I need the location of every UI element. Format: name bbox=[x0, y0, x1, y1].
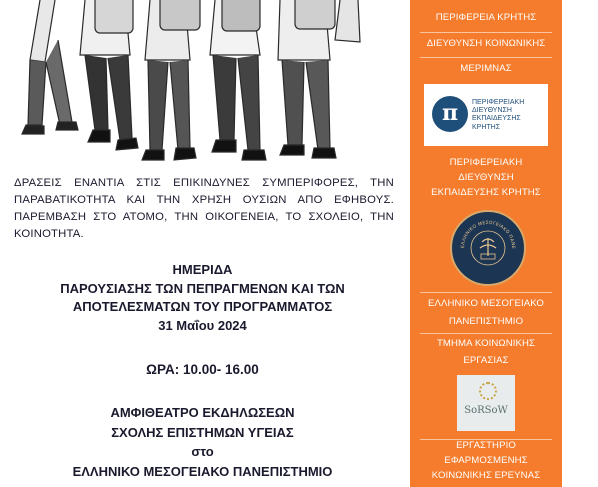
sidebar-university-2: ΠΑΝΕΠΙΣΤΗΜΙΟ bbox=[448, 316, 524, 327]
sidebar-directorate-1: ΔΙΕΥΘΥΝΣΗ ΚΟΙΝΩΝΙΚΗΣ bbox=[426, 38, 546, 49]
event-line-2: ΠΑΡΟΥΣΙΑΣΗΣ ΤΩΝ ΠΕΠΡΑΓΜΕΝΩΝ ΚΑΙ ΤΩΝ bbox=[60, 280, 345, 296]
divider bbox=[420, 57, 552, 58]
education-line-1: ΠΕΡΙΦΕΡΕΙΑΚΗ bbox=[449, 157, 523, 168]
seal-graphic bbox=[452, 212, 524, 284]
venue-line-1: ΑΜΦΙΘΕΑΤΡΟ ΕΚΔΗΛΩΣΕΩΝ bbox=[110, 405, 295, 420]
sidebar-education-text bbox=[410, 155, 562, 200]
sorsow-emblem-icon bbox=[479, 382, 497, 400]
lab-line-2: ΕΦΑΡΜΟΣΜΕΝΗΣ bbox=[444, 455, 528, 466]
event-title: ΗΜΕΡΙΔΑ bbox=[172, 262, 233, 277]
event-heading bbox=[0, 261, 405, 335]
sidebar-lab-text bbox=[410, 438, 562, 483]
venue-line-3: στο bbox=[191, 444, 214, 459]
university-seal-icon bbox=[450, 210, 526, 286]
teenagers-illustration bbox=[0, 0, 405, 168]
logo-line: ΕΚΠΑΙΔΕΥΣΗΣ bbox=[472, 115, 521, 123]
venue-line-4: ΕΛΛΗΝΙΚΟ ΜΕΣΟΓΕΙΑΚΟ ΠΑΝΕΠΙΣΤΗΜΙΟ bbox=[72, 463, 333, 479]
partners-sidebar bbox=[410, 0, 562, 487]
lab-line-3: ΚΟΙΝΩΝΙΚΗΣ ΕΡΕΥΝΑΣ bbox=[431, 470, 541, 481]
divider bbox=[420, 32, 552, 33]
right-margin bbox=[562, 0, 598, 487]
education-line-3: ΕΚΠΑΙΔΕΥΣΗΣ ΚΡΗΤΗΣ bbox=[431, 187, 541, 198]
education-directorate-logo bbox=[424, 84, 548, 146]
lab-line-1: ΕΡΓΑΣΤΗΡΙΟ bbox=[456, 440, 516, 451]
sidebar-directorate-2: ΜΕΡΙΜΝΑΣ bbox=[460, 63, 512, 74]
sidebar-university-1: ΕΛΛΗΝΙΚΟ ΜΕΣΟΓΕΙΑΚΟ bbox=[428, 298, 544, 309]
logo-line: ΚΡΗΤΗΣ bbox=[472, 123, 501, 131]
sidebar-department-2: ΕΡΓΑΣΙΑΣ bbox=[463, 355, 509, 366]
event-venue bbox=[0, 403, 405, 481]
description-text: ΔΡΑΣΕΙΣ ΕΝΑΝΤΙΑ ΣΤΙΣ ΕΠΙΚΙΝΔΥΝΕΣ ΣΥΜΠΕΡΙΦΟΡΕΣ, ΤΗΝ ΠΑΡΑΒΑΤΙΚΟΤΗΤΑ ΚΑΙ ΤΗΝ ΧΡΗΣΗ ΟΥΣΙΩΝ ΑΠΟ ΕΦΗΒΟΥΣ. ΠΑΡΕΜΒΑΣΗ ΣΤΟ ΑΤΟΜΟ, ΤΗΝ ΟΙΚΟΓΕΝΕΙΑ, ΤΟ ΣΧΟΛΕΙΟ, ΤΗΝ ΚΟΙΝΟΤΗΤΑ. bbox=[14, 177, 394, 240]
event-date: 31 Μαΐου 2024 bbox=[158, 317, 247, 333]
education-logo-text bbox=[472, 99, 546, 132]
pi-logo-icon: π bbox=[432, 96, 468, 132]
seal-text: ΕΛΛΗΝΙΚΟ ΜΕΣΟΓΕΙΑΚΟ ΠΑΝΕ bbox=[460, 220, 516, 250]
logo-line: ΔΙΕΥΘΥΝΣΗ bbox=[472, 107, 512, 115]
event-time: ΩΡΑ: 10.00- 16.00 bbox=[146, 362, 259, 377]
svg-text:ΕΛΛΗΝΙΚΟ ΜΕΣΟΓΕΙΑΚΟ ΠΑΝΕΠΙΣΤΗΜ bbox=[452, 212, 516, 249]
event-line-3: ΑΠΟΤΕΛΕΣΜΑΤΩΝ ΤΟΥ ΠΡΟΓΡΑΜΜΑΤΟΣ bbox=[72, 299, 333, 314]
sorsow-logo bbox=[457, 375, 515, 431]
venue-line-2: ΣΧΟΛΗΣ ΕΠΙΣΤΗΜΩΝ ΥΓΕΙΑΣ bbox=[111, 424, 294, 440]
sidebar-department-1: ΤΜΗΜΑ ΚΟΙΝΩΝΙΚΗΣ bbox=[436, 338, 536, 349]
education-line-2: ΔΙΕΥΘΥΝΣΗ bbox=[458, 172, 514, 183]
logo-line: ΠΕΡΙΦΕΡΕΙΑΚΗ bbox=[472, 99, 525, 106]
divider bbox=[420, 292, 552, 293]
sorsow-text: SoRSoW bbox=[464, 405, 508, 416]
sidebar-region: ΠΕΡΙΦΕΡΕΙΑ ΚΡΗΤΗΣ bbox=[435, 12, 537, 23]
